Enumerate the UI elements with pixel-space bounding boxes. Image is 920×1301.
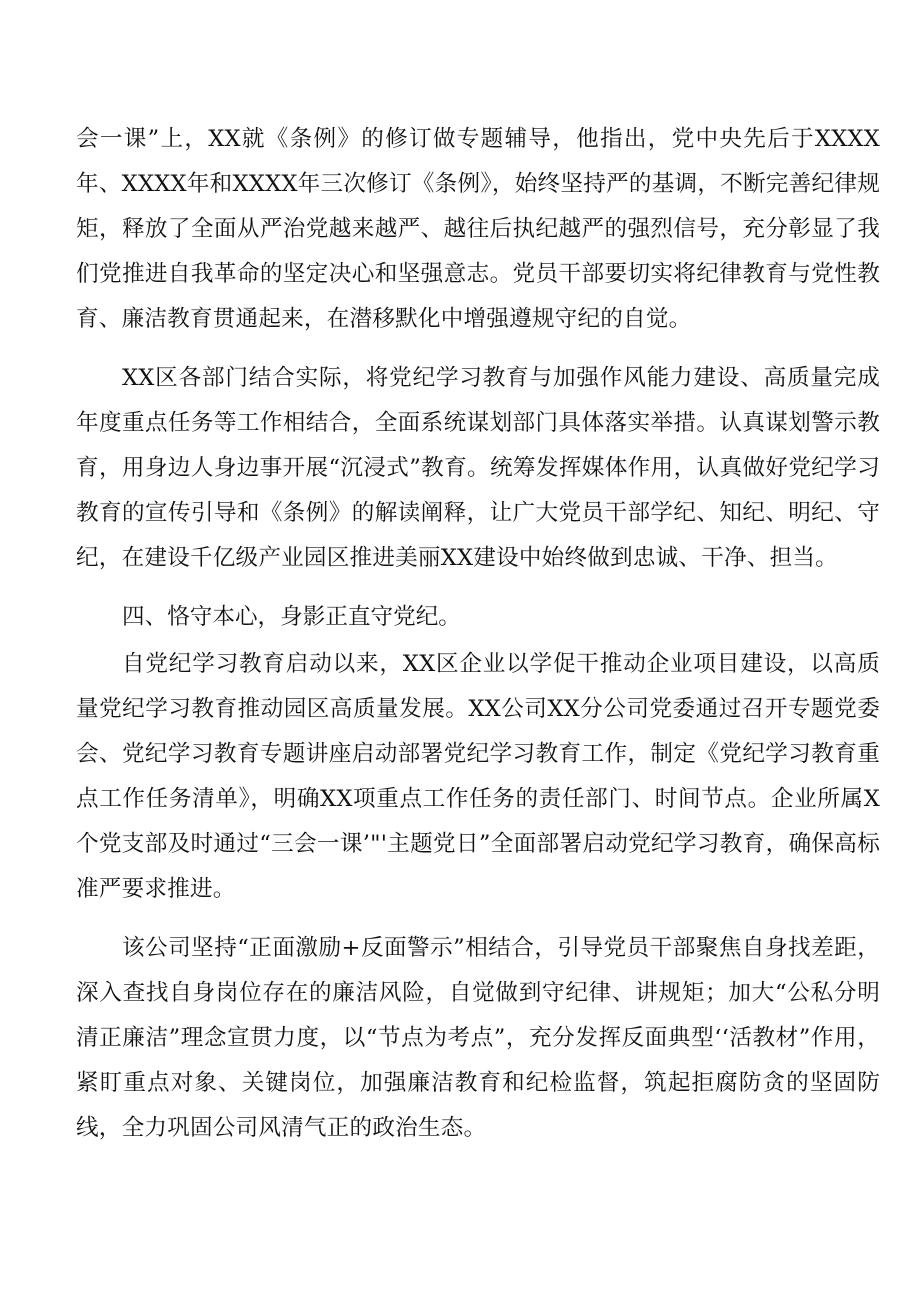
section-heading: 四、恪守本心，身影正直守党纪。 [122, 604, 461, 630]
body-paragraph-4: 该公司坚持“正面激励+反面警示”相结合，引导党员干部聚焦自身找差距，深入查找自身岗位存在的廉洁风险，自觉做到守纪律、讲规矩；加大“公私分明清正廉洁”理念宣贯力度，以“节点为考点”，充分发挥反面典型‘‘活教材”作用，紧盯重点对象、关键岗位，加强廉洁教育和纪检监督，筑起拒腐防贪的坚固防线，全力巩固公司风清气正的政治生态。 [76, 935, 880, 1141]
body-paragraph-3: 自党纪学习教育启动以来，XX区企业以学促干推动企业项目建设，以高质量党纪学习教育推动园区高质量发展。XX公司XX分公司党委通过召开专题党委会、党纪学习教育专题讲座启动部署党纪学习教育工作，制定《党纪学习教育重点工作任务清单》，明确XX项重点工作任务的责任部门、时间节点。企业所属X个党支部及时通过“三会一课’"'主题党日”全面部署启动党纪学习教育，确保高标准严要求推进。 [76, 651, 880, 902]
body-paragraph-2: XX区各部门结合实际，将党纪学习教育与加强作风能力建设、高质量完成年度重点任务等工作相结合，全面系统谋划部门具体落实举措。认真谋划警示教育，用身边人身边事开展“沉浸式”教育。统筹发挥媒体作用，认真做好党纪学习教育的宣传引导和《条例》的解读阐释，让广大党员干部学纪、知纪、明纪、守纪，在建设千亿级产业园区推进美丽XX建设中始终做到忠诚、干净、担当。 [76, 365, 880, 571]
body-paragraph-1: 会一课”上，XX就《条例》的修订做专题辅导，他指出，党中央先后于XXXX年、XXXX年和XXXX年三次修订《条例》，始终坚持严的基调，不断完善纪律规矩，释放了全面从严治党越来越严、越往后执纪越严的强烈信号，充分彰显了我们党推进自我革命的坚定决心和坚强意志。党员干部要切实将纪律教育与党性教育、廉洁教育贯通起来，在潜移默化中增强遵规守纪的自觉。 [76, 126, 880, 332]
